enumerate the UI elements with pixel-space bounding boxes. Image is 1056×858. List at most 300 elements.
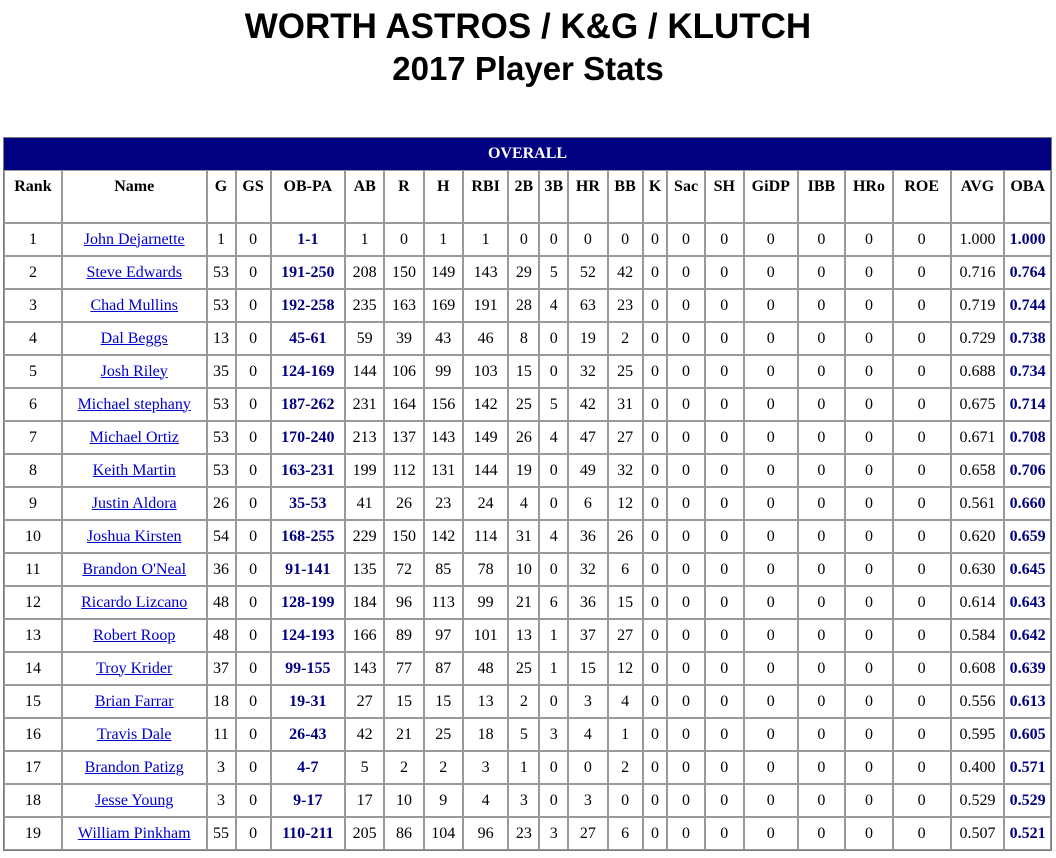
cell-sh: 0: [705, 454, 744, 487]
cell-r: 0: [384, 223, 423, 256]
cell-roe: 0: [893, 454, 951, 487]
cell-oba: 0.605: [1004, 718, 1051, 751]
column-header-2b[interactable]: 2B: [508, 170, 539, 223]
cell-hr: 3: [568, 685, 607, 718]
cell-g: 26: [207, 487, 236, 520]
player-link[interactable]: Brandon Patizg: [84, 758, 184, 776]
cell-g: 35: [207, 355, 236, 388]
cell-gs: 0: [236, 784, 271, 817]
cell-3b: 3: [539, 817, 568, 850]
cell-roe: 0: [893, 718, 951, 751]
cell-hr: 19: [568, 322, 607, 355]
cell-g: 48: [207, 586, 236, 619]
cell-g: 1: [207, 223, 236, 256]
cell-ab: 5: [345, 751, 384, 784]
cell-avg: 0.556: [951, 685, 1005, 718]
cell-2b: 0: [508, 223, 539, 256]
cell-ab: 1: [345, 223, 384, 256]
cell-2b: 26: [508, 421, 539, 454]
cell-hr: 3: [568, 784, 607, 817]
cell-hr: 0: [568, 223, 607, 256]
cell-avg: 0.507: [951, 817, 1005, 850]
cell-ab: 166: [345, 619, 384, 652]
cell-2b: 28: [508, 289, 539, 322]
cell-rbi: 143: [463, 256, 508, 289]
column-header-hro[interactable]: HRo: [845, 170, 893, 223]
cell-gidp: 0: [744, 652, 798, 685]
cell-sh: 0: [705, 718, 744, 751]
cell-sh: 0: [705, 355, 744, 388]
cell-hr: 36: [568, 586, 607, 619]
player-link[interactable]: Michael stephany: [77, 395, 191, 413]
cell-3b: 0: [539, 784, 568, 817]
table-body: [4, 223, 1051, 850]
player-link[interactable]: Ricardo Lizcano: [81, 593, 188, 611]
cell-gs: 0: [236, 586, 271, 619]
cell-3b: 0: [539, 487, 568, 520]
cell-hr: 32: [568, 355, 607, 388]
cell-ob-pa: 45-61: [271, 322, 345, 355]
column-header-g[interactable]: G: [207, 170, 236, 223]
cell-avg: 0.729: [951, 322, 1005, 355]
cell-3b: 5: [539, 256, 568, 289]
cell-roe: 0: [893, 817, 951, 850]
cell-ibb: 0: [798, 652, 846, 685]
cell-hro: 0: [845, 520, 893, 553]
cell-gs: 0: [236, 553, 271, 586]
cell-bb: 6: [608, 817, 643, 850]
cell-sac: 0: [667, 553, 704, 586]
cell-avg: 1.000: [951, 223, 1005, 256]
cell-3b: 3: [539, 718, 568, 751]
cell-2b: 25: [508, 388, 539, 421]
cell-hro: 0: [845, 487, 893, 520]
cell-rank: 8: [4, 454, 62, 487]
cell-2b: 23: [508, 817, 539, 850]
table-row: [4, 355, 1051, 388]
cell-gidp: 0: [744, 223, 798, 256]
table-row: [4, 751, 1051, 784]
cell-2b: 10: [508, 553, 539, 586]
cell-oba: 0.744: [1004, 289, 1051, 322]
cell-gidp: 0: [744, 718, 798, 751]
cell-rank: 19: [4, 817, 62, 850]
cell-gidp: 0: [744, 751, 798, 784]
cell-ob-pa: 128-199: [271, 586, 345, 619]
cell-oba: 0.659: [1004, 520, 1051, 553]
cell-rbi: 99: [463, 586, 508, 619]
cell-g: 53: [207, 388, 236, 421]
cell-h: 2: [424, 751, 463, 784]
cell-rbi: 18: [463, 718, 508, 751]
cell-gs: 0: [236, 718, 271, 751]
cell-oba: 0.639: [1004, 652, 1051, 685]
cell-gs: 0: [236, 355, 271, 388]
column-header-gidp[interactable]: GiDP: [744, 170, 798, 223]
player-name-cell: [62, 322, 207, 355]
cell-hro: 0: [845, 751, 893, 784]
cell-bb: 15: [608, 586, 643, 619]
cell-roe: 0: [893, 487, 951, 520]
column-header-3b[interactable]: 3B: [539, 170, 568, 223]
cell-ob-pa: 35-53: [271, 487, 345, 520]
cell-r: 86: [384, 817, 423, 850]
cell-hro: 0: [845, 256, 893, 289]
cell-ibb: 0: [798, 817, 846, 850]
column-header-roe[interactable]: ROE: [893, 170, 951, 223]
column-header-name[interactable]: Name: [62, 170, 207, 223]
player-link[interactable]: Steve Edwards: [86, 263, 182, 281]
cell-hr: 47: [568, 421, 607, 454]
player-link[interactable]: Travis Dale: [96, 725, 172, 743]
cell-hro: 0: [845, 718, 893, 751]
cell-r: 26: [384, 487, 423, 520]
cell-gidp: 0: [744, 520, 798, 553]
cell-r: 72: [384, 553, 423, 586]
cell-rank: 15: [4, 685, 62, 718]
cell-h: 97: [424, 619, 463, 652]
column-header-r[interactable]: R: [384, 170, 423, 223]
table-row: [4, 718, 1051, 751]
page-subtitle: 2017 Player Stats: [392, 50, 664, 87]
cell-sac: 0: [667, 388, 704, 421]
cell-3b: 4: [539, 289, 568, 322]
cell-ob-pa: 191-250: [271, 256, 345, 289]
cell-rank: 16: [4, 718, 62, 751]
column-header-rbi[interactable]: RBI: [463, 170, 508, 223]
table-row: [4, 784, 1051, 817]
cell-2b: 19: [508, 454, 539, 487]
table-row: [4, 421, 1051, 454]
cell-sac: 0: [667, 619, 704, 652]
cell-rbi: 114: [463, 520, 508, 553]
player-link[interactable]: Chad Mullins: [90, 296, 178, 314]
player-name-cell: [62, 817, 207, 850]
cell-avg: 0.614: [951, 586, 1005, 619]
cell-rank: 5: [4, 355, 62, 388]
cell-2b: 21: [508, 586, 539, 619]
cell-k: 0: [643, 685, 668, 718]
cell-bb: 42: [608, 256, 643, 289]
cell-ob-pa: 170-240: [271, 421, 345, 454]
cell-r: 137: [384, 421, 423, 454]
cell-h: 85: [424, 553, 463, 586]
cell-3b: 0: [539, 685, 568, 718]
column-header-avg[interactable]: AVG: [951, 170, 1005, 223]
cell-hr: 32: [568, 553, 607, 586]
cell-ob-pa: 124-193: [271, 619, 345, 652]
cell-rbi: 103: [463, 355, 508, 388]
cell-sac: 0: [667, 586, 704, 619]
column-header-k[interactable]: K: [643, 170, 668, 223]
cell-k: 0: [643, 784, 668, 817]
cell-ab: 235: [345, 289, 384, 322]
cell-roe: 0: [893, 322, 951, 355]
cell-3b: 0: [539, 751, 568, 784]
cell-avg: 0.688: [951, 355, 1005, 388]
cell-ab: 41: [345, 487, 384, 520]
cell-g: 53: [207, 454, 236, 487]
cell-ab: 135: [345, 553, 384, 586]
cell-oba: 0.613: [1004, 685, 1051, 718]
cell-oba: 0.521: [1004, 817, 1051, 850]
cell-bb: 27: [608, 421, 643, 454]
cell-rank: 3: [4, 289, 62, 322]
cell-k: 0: [643, 586, 668, 619]
cell-gidp: 0: [744, 553, 798, 586]
cell-ab: 213: [345, 421, 384, 454]
cell-k: 0: [643, 421, 668, 454]
column-header-ab[interactable]: AB: [345, 170, 384, 223]
cell-2b: 2: [508, 685, 539, 718]
cell-rank: 2: [4, 256, 62, 289]
cell-ob-pa: 1-1: [271, 223, 345, 256]
cell-h: 15: [424, 685, 463, 718]
cell-h: 25: [424, 718, 463, 751]
cell-sh: 0: [705, 322, 744, 355]
column-header-ibb[interactable]: IBB: [798, 170, 846, 223]
cell-sac: 0: [667, 520, 704, 553]
cell-3b: 4: [539, 421, 568, 454]
cell-hro: 0: [845, 619, 893, 652]
cell-ob-pa: 91-141: [271, 553, 345, 586]
cell-2b: 1: [508, 751, 539, 784]
cell-gidp: 0: [744, 784, 798, 817]
cell-ibb: 0: [798, 520, 846, 553]
cell-bb: 27: [608, 619, 643, 652]
player-name-cell: [62, 289, 207, 322]
cell-bb: 0: [608, 223, 643, 256]
column-header-oba[interactable]: OBA: [1004, 170, 1051, 223]
cell-sac: 0: [667, 685, 704, 718]
player-link[interactable]: William Pinkham: [77, 824, 191, 842]
cell-2b: 31: [508, 520, 539, 553]
cell-ab: 59: [345, 322, 384, 355]
cell-h: 23: [424, 487, 463, 520]
cell-2b: 15: [508, 355, 539, 388]
table-row: [4, 487, 1051, 520]
cell-h: 142: [424, 520, 463, 553]
cell-k: 0: [643, 454, 668, 487]
cell-bb: 26: [608, 520, 643, 553]
cell-gidp: 0: [744, 586, 798, 619]
column-header-hr[interactable]: HR: [568, 170, 607, 223]
cell-k: 0: [643, 553, 668, 586]
cell-rank: 11: [4, 553, 62, 586]
cell-rbi: 3: [463, 751, 508, 784]
column-header-row: [4, 170, 1051, 223]
cell-rank: 9: [4, 487, 62, 520]
cell-roe: 0: [893, 586, 951, 619]
cell-rank: 17: [4, 751, 62, 784]
cell-r: 15: [384, 685, 423, 718]
cell-ob-pa: 4-7: [271, 751, 345, 784]
cell-ibb: 0: [798, 751, 846, 784]
cell-sh: 0: [705, 487, 744, 520]
cell-avg: 0.675: [951, 388, 1005, 421]
cell-hro: 0: [845, 784, 893, 817]
column-header-sh[interactable]: SH: [705, 170, 744, 223]
cell-ibb: 0: [798, 289, 846, 322]
page-title: WORTH ASTROS / K&G / KLUTCH: [244, 7, 812, 46]
column-header-bb[interactable]: BB: [608, 170, 643, 223]
player-name-cell: [62, 586, 207, 619]
cell-rbi: 191: [463, 289, 508, 322]
cell-2b: 4: [508, 487, 539, 520]
cell-r: 112: [384, 454, 423, 487]
cell-3b: 0: [539, 355, 568, 388]
cell-h: 113: [424, 586, 463, 619]
cell-roe: 0: [893, 520, 951, 553]
player-link[interactable]: Josh Riley: [100, 362, 168, 380]
cell-r: 164: [384, 388, 423, 421]
cell-oba: 0.643: [1004, 586, 1051, 619]
cell-sac: 0: [667, 751, 704, 784]
cell-sh: 0: [705, 289, 744, 322]
column-header-sac[interactable]: Sac: [667, 170, 704, 223]
cell-r: 10: [384, 784, 423, 817]
cell-hro: 0: [845, 817, 893, 850]
cell-oba: 0.645: [1004, 553, 1051, 586]
player-link[interactable]: Joshua Kirsten: [86, 527, 182, 545]
cell-sh: 0: [705, 751, 744, 784]
player-link[interactable]: Michael Ortiz: [89, 428, 179, 446]
cell-roe: 0: [893, 388, 951, 421]
cell-sac: 0: [667, 487, 704, 520]
cell-gs: 0: [236, 322, 271, 355]
cell-rbi: 48: [463, 652, 508, 685]
cell-sac: 0: [667, 421, 704, 454]
cell-hro: 0: [845, 388, 893, 421]
cell-g: 3: [207, 751, 236, 784]
cell-k: 0: [643, 817, 668, 850]
player-link[interactable]: Brandon O'Neal: [82, 560, 187, 578]
cell-3b: 6: [539, 586, 568, 619]
player-name-cell: [62, 784, 207, 817]
cell-hr: 15: [568, 652, 607, 685]
cell-3b: 1: [539, 652, 568, 685]
column-header-h[interactable]: H: [424, 170, 463, 223]
cell-sac: 0: [667, 256, 704, 289]
cell-bb: 4: [608, 685, 643, 718]
table-row: [4, 652, 1051, 685]
cell-roe: 0: [893, 751, 951, 784]
cell-k: 0: [643, 256, 668, 289]
player-link[interactable]: Justin Aldora: [91, 494, 177, 512]
player-link[interactable]: Keith Martin: [92, 461, 176, 479]
player-name-cell: [62, 751, 207, 784]
page-header: [0, 6, 1056, 90]
cell-hro: 0: [845, 652, 893, 685]
cell-ibb: 0: [798, 685, 846, 718]
cell-oba: 0.529: [1004, 784, 1051, 817]
player-name-cell: [62, 256, 207, 289]
cell-sac: 0: [667, 322, 704, 355]
cell-hro: 0: [845, 553, 893, 586]
column-header-rank[interactable]: Rank: [4, 170, 62, 223]
cell-2b: 8: [508, 322, 539, 355]
cell-avg: 0.671: [951, 421, 1005, 454]
cell-avg: 0.658: [951, 454, 1005, 487]
player-name-cell: [62, 619, 207, 652]
cell-oba: 0.642: [1004, 619, 1051, 652]
cell-rbi: 149: [463, 421, 508, 454]
column-header-gs[interactable]: GS: [236, 170, 271, 223]
cell-2b: 3: [508, 784, 539, 817]
cell-gidp: 0: [744, 421, 798, 454]
player-link[interactable]: John Dejarnette: [83, 230, 185, 248]
player-link[interactable]: Robert Roop: [93, 626, 176, 644]
cell-gs: 0: [236, 817, 271, 850]
cell-sh: 0: [705, 784, 744, 817]
cell-ab: 144: [345, 355, 384, 388]
cell-bb: 2: [608, 322, 643, 355]
cell-ab: 199: [345, 454, 384, 487]
cell-ab: 143: [345, 652, 384, 685]
cell-h: 169: [424, 289, 463, 322]
cell-rbi: 101: [463, 619, 508, 652]
cell-sac: 0: [667, 784, 704, 817]
player-link[interactable]: Brian Farrar: [94, 692, 174, 710]
player-link[interactable]: Dal Beggs: [100, 329, 168, 347]
cell-ob-pa: 163-231: [271, 454, 345, 487]
cell-sac: 0: [667, 454, 704, 487]
cell-sac: 0: [667, 289, 704, 322]
cell-oba: 0.708: [1004, 421, 1051, 454]
cell-rank: 6: [4, 388, 62, 421]
cell-k: 0: [643, 223, 668, 256]
cell-hro: 0: [845, 322, 893, 355]
cell-bb: 6: [608, 553, 643, 586]
cell-gidp: 0: [744, 487, 798, 520]
cell-rank: 12: [4, 586, 62, 619]
cell-oba: 0.706: [1004, 454, 1051, 487]
cell-ob-pa: 124-169: [271, 355, 345, 388]
player-name-cell: [62, 553, 207, 586]
cell-ob-pa: 187-262: [271, 388, 345, 421]
cell-r: 163: [384, 289, 423, 322]
cell-avg: 0.620: [951, 520, 1005, 553]
cell-ibb: 0: [798, 586, 846, 619]
cell-hro: 0: [845, 586, 893, 619]
cell-hro: 0: [845, 223, 893, 256]
cell-2b: 29: [508, 256, 539, 289]
cell-ob-pa: 26-43: [271, 718, 345, 751]
cell-h: 99: [424, 355, 463, 388]
player-name-cell: [62, 355, 207, 388]
cell-avg: 0.561: [951, 487, 1005, 520]
cell-gs: 0: [236, 619, 271, 652]
cell-gidp: 0: [744, 685, 798, 718]
player-link[interactable]: Jesse Young: [95, 791, 174, 809]
cell-ab: 208: [345, 256, 384, 289]
cell-g: 54: [207, 520, 236, 553]
table-row: [4, 256, 1051, 289]
cell-roe: 0: [893, 256, 951, 289]
column-header-ob-pa[interactable]: OB-PA: [271, 170, 345, 223]
cell-bb: 12: [608, 652, 643, 685]
cell-oba: 1.000: [1004, 223, 1051, 256]
cell-ob-pa: 9-17: [271, 784, 345, 817]
cell-gidp: 0: [744, 388, 798, 421]
player-name-cell: [62, 652, 207, 685]
player-link[interactable]: Troy Krider: [96, 659, 173, 677]
cell-ab: 231: [345, 388, 384, 421]
cell-gs: 0: [236, 256, 271, 289]
cell-hr: 63: [568, 289, 607, 322]
cell-ibb: 0: [798, 487, 846, 520]
cell-rbi: 1: [463, 223, 508, 256]
